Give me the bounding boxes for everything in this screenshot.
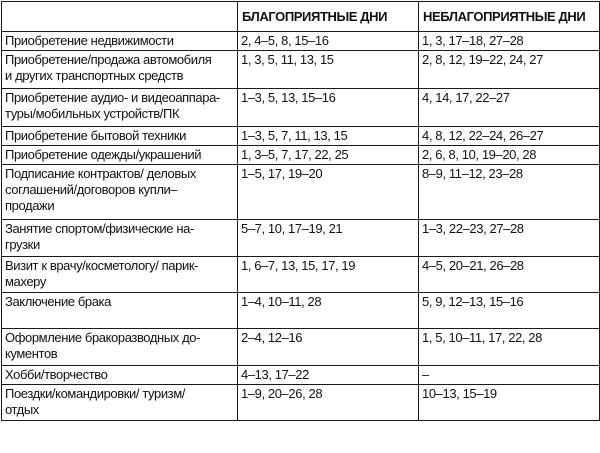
favorable-days-cell: 1, 3–5, 7, 17, 22, 25 bbox=[238, 146, 419, 165]
activity-line: Оформление бракоразводных до- bbox=[5, 330, 201, 345]
activity-line: Хобби/творчество bbox=[5, 367, 108, 382]
activity-cell bbox=[2, 127, 238, 146]
activity-cell bbox=[2, 385, 238, 421]
table-row bbox=[2, 51, 600, 89]
table-row bbox=[2, 293, 600, 329]
activity-line: продажи bbox=[5, 198, 55, 213]
activity-line: махеру bbox=[5, 274, 46, 289]
activity-line: отдых bbox=[5, 402, 39, 417]
favorable-days-cell: 1–5, 17, 19–20 bbox=[238, 165, 419, 220]
unfavorable-days-cell: 4, 14, 17, 22–27 bbox=[419, 89, 600, 127]
unfavorable-days-cell: 1, 5, 10–11, 17, 22, 28 bbox=[419, 329, 600, 366]
table-row bbox=[2, 366, 600, 385]
activity-line: Приобретение недвижимости bbox=[5, 33, 174, 48]
unfavorable-days-cell: 5, 9, 12–13, 15–16 bbox=[419, 293, 600, 329]
favorable-days-cell: 1–9, 20–26, 28 bbox=[238, 385, 419, 421]
activity-cell bbox=[2, 146, 238, 165]
activity-line: и других транспортных средств bbox=[5, 68, 184, 83]
activity-cell bbox=[2, 32, 238, 51]
unfavorable-days-cell: 8–9, 11–12, 23–28 bbox=[419, 165, 600, 220]
activity-line: Приобретение аудио- и видеоаппара- bbox=[5, 90, 220, 105]
activity-cell bbox=[2, 89, 238, 127]
table-row bbox=[2, 146, 600, 165]
activity-cell bbox=[2, 165, 238, 220]
table-row bbox=[2, 220, 600, 257]
favorable-days-cell: 1, 3, 5, 11, 13, 15 bbox=[238, 51, 419, 89]
activity-line: Подписание контрактов/ деловых bbox=[5, 166, 196, 181]
favorable-days-cell: 5–7, 10, 17–19, 21 bbox=[238, 220, 419, 257]
activity-cell bbox=[2, 366, 238, 385]
activity-line: Занятие спортом/физические на- bbox=[5, 221, 194, 236]
unfavorable-days-cell: 1, 3, 17–18, 27–28 bbox=[419, 32, 600, 51]
activity-line: Приобретение бытовой техники bbox=[5, 128, 186, 143]
activity-cell bbox=[2, 51, 238, 89]
activity-line: Заключение брака bbox=[5, 294, 111, 309]
table-row bbox=[2, 127, 600, 146]
activity-line: туры/мобильных устройств/ПК bbox=[5, 106, 180, 121]
activity-cell bbox=[2, 257, 238, 293]
activity-line: Приобретение одежды/украшений bbox=[5, 147, 202, 162]
activity-cell bbox=[2, 293, 238, 329]
unfavorable-days-cell: 2, 6, 8, 10, 19–20, 28 bbox=[419, 146, 600, 165]
table-row bbox=[2, 329, 600, 366]
unfavorable-days-cell: 2, 8, 12, 19–22, 24, 27 bbox=[419, 51, 600, 89]
unfavorable-days-header: НЕБЛАГОПРИЯТНЫЕ ДНИ bbox=[419, 2, 600, 32]
table-row bbox=[2, 89, 600, 127]
favorable-days-cell: 2, 4–5, 8, 15–16 bbox=[238, 32, 419, 51]
unfavorable-days-cell: 1–3, 22–23, 27–28 bbox=[419, 220, 600, 257]
unfavorable-days-cell: 4, 8, 12, 22–24, 26–27 bbox=[419, 127, 600, 146]
favorable-days-cell: 1–3, 5, 7, 11, 13, 15 bbox=[238, 127, 419, 146]
activity-column-header bbox=[2, 2, 238, 32]
favorable-days-cell: 1, 6–7, 13, 15, 17, 19 bbox=[238, 257, 419, 293]
table-row bbox=[2, 385, 600, 421]
favorable-days-cell: 1–3, 5, 13, 15–16 bbox=[238, 89, 419, 127]
favorable-days-cell: 1–4, 10–11, 28 bbox=[238, 293, 419, 329]
favorable-days-table bbox=[1, 1, 600, 421]
activity-line: Приобретение/продажа автомобиля bbox=[5, 52, 212, 67]
favorable-days-header: БЛАГОПРИЯТНЫЕ ДНИ bbox=[238, 2, 419, 32]
activity-line: кументов bbox=[5, 346, 58, 361]
favorable-days-cell: 4–13, 17–22 bbox=[238, 366, 419, 385]
header-row bbox=[2, 2, 600, 32]
unfavorable-days-cell: 4–5, 20–21, 26–28 bbox=[419, 257, 600, 293]
unfavorable-days-cell: 10–13, 15–19 bbox=[419, 385, 600, 421]
activity-line: соглашений/договоров купли– bbox=[5, 182, 178, 197]
activity-cell bbox=[2, 329, 238, 366]
table-row bbox=[2, 165, 600, 220]
activity-cell bbox=[2, 220, 238, 257]
activity-line: Визит к врачу/косметологу/ парик- bbox=[5, 258, 199, 273]
unfavorable-days-cell: – bbox=[419, 366, 600, 385]
table-row bbox=[2, 32, 600, 51]
favorable-days-cell: 2–4, 12–16 bbox=[238, 329, 419, 366]
activity-line: грузки bbox=[5, 237, 40, 252]
activity-line: Поездки/командировки/ туризм/ bbox=[5, 386, 185, 401]
table-row bbox=[2, 257, 600, 293]
